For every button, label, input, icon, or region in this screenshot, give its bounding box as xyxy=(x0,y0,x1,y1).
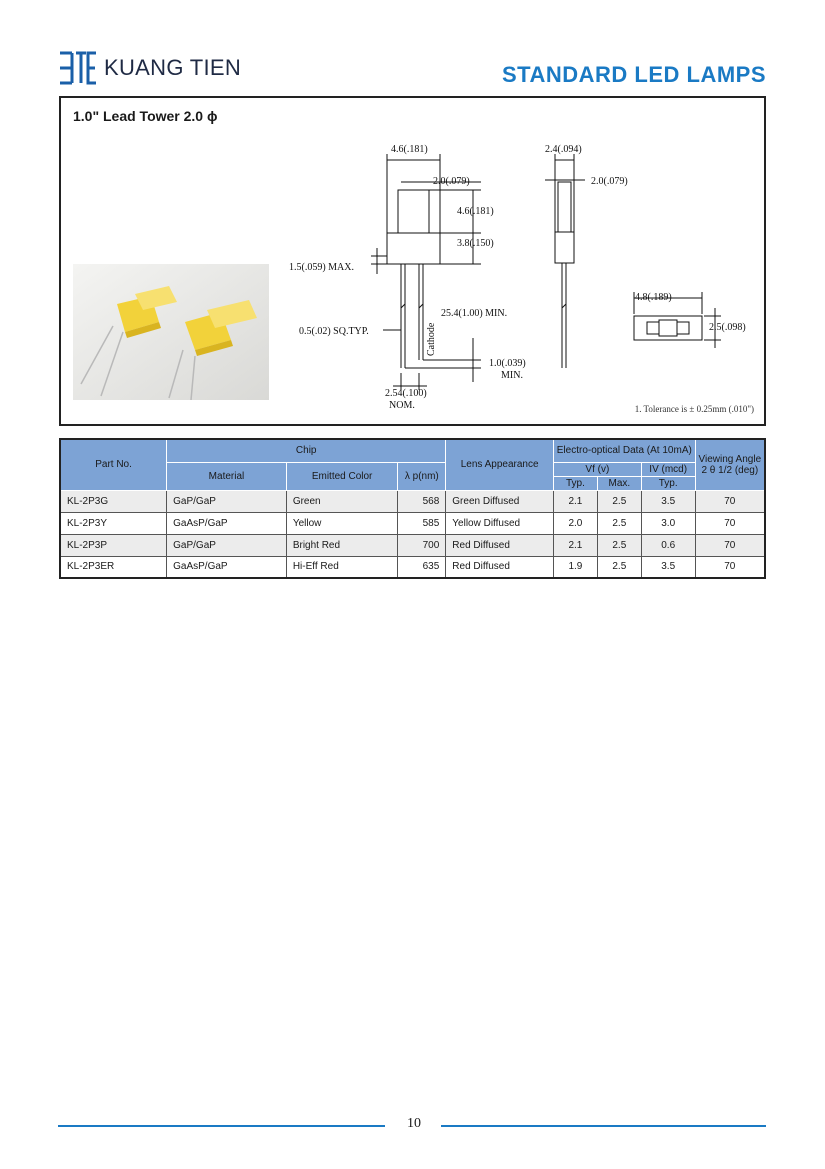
header-vf: Vf (v) xyxy=(553,462,641,476)
cell-lens: Red Diffused xyxy=(446,534,554,556)
cell-vf-typ: 2.1 xyxy=(553,490,597,512)
spec-table xyxy=(59,438,766,579)
table-row xyxy=(60,512,765,534)
cell-part: KL-2P3ER xyxy=(60,556,167,578)
dim-lead-size: 0.5(.02) SQ.TYP. xyxy=(299,326,369,337)
kuang-tien-logo-icon xyxy=(58,50,98,86)
cell-color: Green xyxy=(286,490,398,512)
cell-material: GaAsP/GaP xyxy=(167,556,287,578)
cell-angle: 70 xyxy=(695,556,765,578)
cell-iv-typ: 0.6 xyxy=(641,534,695,556)
cell-part: KL-2P3G xyxy=(60,490,167,512)
page-header xyxy=(58,46,766,90)
cell-vf-max: 2.5 xyxy=(597,556,641,578)
header-iv: IV (mcd) xyxy=(641,462,695,476)
header-emitted-color: Emitted Color xyxy=(286,462,398,490)
cell-part: KL-2P3Y xyxy=(60,512,167,534)
dim-top-width: 4.8(.189) xyxy=(635,292,672,303)
dim-body-width: 4.6(.181) xyxy=(391,144,428,155)
cell-wavelength: 568 xyxy=(398,490,446,512)
header-vf-max: Max. xyxy=(597,476,641,490)
cell-color: Bright Red xyxy=(286,534,398,556)
cell-vf-max: 2.5 xyxy=(597,534,641,556)
product-title: 1.0" Lead Tower 2.0 ɸ xyxy=(73,108,218,124)
cell-material: GaAsP/GaP xyxy=(167,512,287,534)
header-part-no: Part No. xyxy=(60,439,167,490)
cell-vf-typ: 1.9 xyxy=(553,556,597,578)
header-vf-typ: Typ. xyxy=(553,476,597,490)
header-material: Material xyxy=(167,462,287,490)
dim-pitch: 2.54(.100) xyxy=(385,388,427,399)
dim-lead-length: 25.4(1.00) MIN. xyxy=(441,308,508,319)
brand-name: KUANG TIEN xyxy=(104,55,242,80)
cell-wavelength: 585 xyxy=(398,512,446,534)
dim-lead-spacing-top: 2.0(.079) xyxy=(433,176,470,187)
cell-vf-max: 2.5 xyxy=(597,490,641,512)
page-number: 10 xyxy=(407,1116,421,1131)
header-chip: Chip xyxy=(167,439,446,462)
logo xyxy=(58,50,241,86)
cell-lens: Yellow Diffused xyxy=(446,512,554,534)
cell-vf-max: 2.5 xyxy=(597,512,641,534)
cell-vf-typ: 2.0 xyxy=(553,512,597,534)
cell-part: KL-2P3P xyxy=(60,534,167,556)
cathode-label: Cathode xyxy=(426,322,437,356)
header-wavelength: λ p(nm) xyxy=(398,462,446,490)
dim-top-depth: 2.5(.098) xyxy=(709,322,746,333)
cell-wavelength: 700 xyxy=(398,534,446,556)
dim-flange: 1.5(.059) MAX. xyxy=(289,262,354,273)
cell-material: GaP/GaP xyxy=(167,534,287,556)
cell-material: GaP/GaP xyxy=(167,490,287,512)
dim-tower-height: 4.6(.181) xyxy=(457,206,494,217)
cell-iv-typ: 3.5 xyxy=(641,490,695,512)
cell-color: Hi-Eff Red xyxy=(286,556,398,578)
dim-side-tower: 2.0(.079) xyxy=(591,176,628,187)
cell-angle: 70 xyxy=(695,534,765,556)
table-row xyxy=(60,534,765,556)
table-row xyxy=(60,556,765,578)
tolerance-note: 1. Tolerance is ± 0.25mm (.010") xyxy=(634,404,754,414)
table-row xyxy=(60,490,765,512)
dim-lead-end: 1.0(.039) xyxy=(489,358,526,369)
header-iv-typ: Typ. xyxy=(641,476,695,490)
cell-color: Yellow xyxy=(286,512,398,534)
header-eo-data: Electro-optical Data (At 10mA) xyxy=(553,439,695,462)
dim-side-width: 2.4(.094) xyxy=(545,144,582,155)
footer-rule-right xyxy=(441,1125,766,1127)
cell-wavelength: 635 xyxy=(398,556,446,578)
cell-vf-typ: 2.1 xyxy=(553,534,597,556)
dimension-drawing xyxy=(61,98,764,424)
dim-base-height: 3.8(.150) xyxy=(457,238,494,249)
header-lens: Lens Appearance xyxy=(446,439,554,490)
cell-lens: Green Diffused xyxy=(446,490,554,512)
cell-angle: 70 xyxy=(695,490,765,512)
document-title: STANDARD LED LAMPS xyxy=(501,62,766,87)
dim-pitch-nom: NOM. xyxy=(389,400,415,411)
footer-rule-left xyxy=(58,1125,385,1127)
dim-lead-end-min: MIN. xyxy=(501,370,523,381)
header-viewing-angle: Viewing Angle 2 θ 1/2 (deg) xyxy=(695,439,765,490)
cell-iv-typ: 3.0 xyxy=(641,512,695,534)
product-frame xyxy=(59,96,766,426)
cell-iv-typ: 3.5 xyxy=(641,556,695,578)
cell-angle: 70 xyxy=(695,512,765,534)
cell-lens: Red Diffused xyxy=(446,556,554,578)
